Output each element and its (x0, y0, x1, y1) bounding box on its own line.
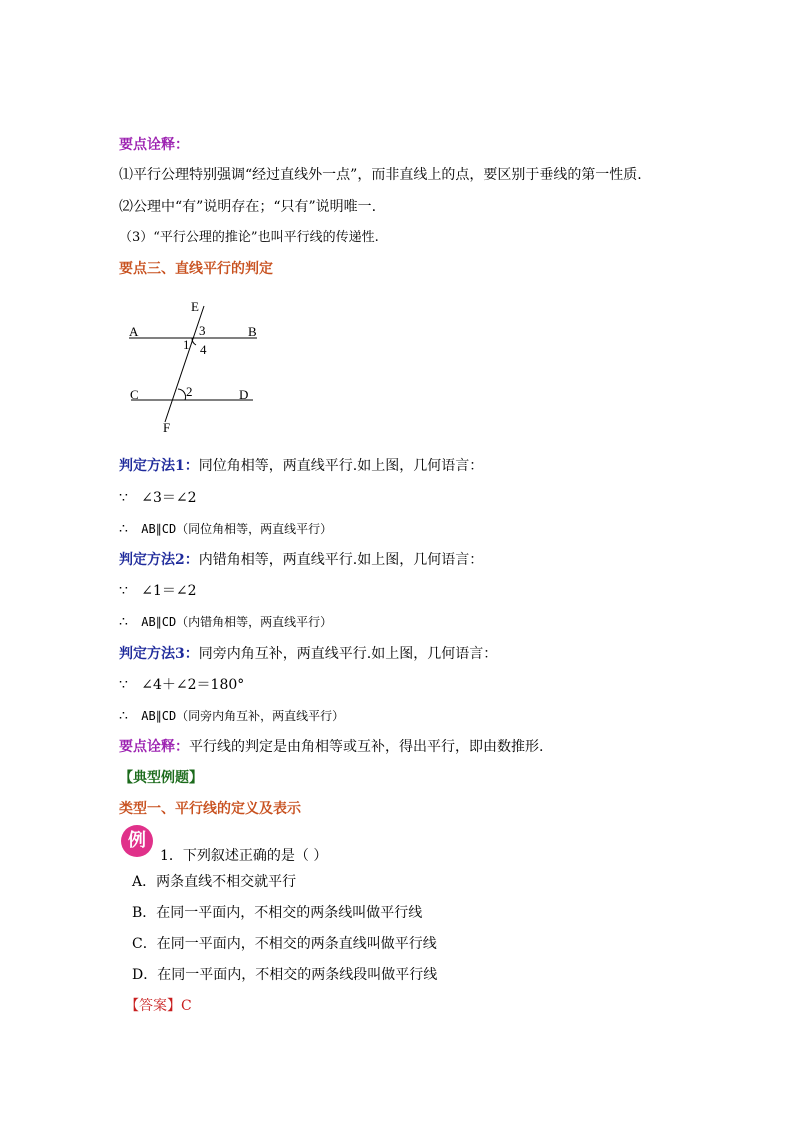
label-b: B (248, 324, 257, 339)
because-symbol: ∵ (119, 490, 128, 506)
method-2 (119, 551, 483, 569)
option-a: A．两条直线不相交就平行 (132, 874, 297, 890)
note-item-2: ⑵公理中“有”说明存在；“只有”说明唯一. (119, 199, 377, 215)
type-1-heading: 类型一、平行线的定义及表示 (119, 801, 301, 817)
therefore-symbol: ∴ (119, 708, 128, 724)
method-3-because (119, 676, 244, 694)
option-c: C．在同一平面内，不相交的两条直线叫做平行线 (132, 936, 437, 952)
example-question: 1．下列叙述正确的是（ ） (160, 848, 328, 864)
therefore-symbol: ∴ (119, 614, 128, 630)
method-1-therefore (119, 520, 332, 538)
method-1 (119, 457, 483, 475)
note-2-label: 要点诠释： (119, 739, 189, 755)
label-3: 3 (199, 323, 206, 338)
method-3-condition: ∠4＋∠2＝180° (141, 677, 245, 693)
label-2: 2 (186, 384, 193, 399)
label-d: D (239, 387, 249, 402)
method-2-text: 内错角相等，两直线平行.如上图，几何语言： (198, 552, 484, 568)
method-3-therefore (119, 707, 344, 725)
answer-value: C (181, 998, 192, 1014)
example-badge-icon: 例 (121, 825, 153, 857)
therefore-symbol: ∴ (119, 521, 128, 537)
note-2 (119, 738, 543, 756)
label-e: E (191, 299, 199, 314)
label-a: A (129, 324, 139, 339)
option-b: B．在同一平面内，不相交的两条线叫做平行线 (132, 905, 423, 921)
method-3-text: 同旁内角互补，两直线平行.如上图，几何语言： (198, 646, 498, 662)
because-symbol: ∵ (119, 583, 128, 599)
method-1-because (119, 489, 197, 507)
method-3 (119, 645, 497, 663)
method-1-conclusion: AB∥CD（同位角相等，两直线平行） (141, 522, 333, 536)
option-d: D．在同一平面内，不相交的两条线段叫做平行线 (132, 967, 438, 983)
label-1: 1 (183, 337, 190, 352)
method-2-therefore (119, 613, 332, 631)
angle-arc-2 (178, 389, 186, 400)
method-3-conclusion: AB∥CD（同旁内角互补，两直线平行） (141, 709, 345, 723)
parallel-lines-figure (119, 292, 269, 437)
method-2-conclusion: AB∥CD（内错角相等，两直线平行） (141, 615, 333, 629)
answer (125, 997, 192, 1015)
method-1-text: 同位角相等，两直线平行.如上图，几何语言： (198, 458, 484, 474)
note-item-3: （3）“平行公理的推论”也叫平行线的传递性. (119, 230, 379, 245)
label-4: 4 (200, 342, 207, 357)
method-1-label: 判定方法1： (119, 458, 199, 474)
because-symbol: ∵ (119, 677, 128, 693)
section-heading: 要点三、直线平行的判定 (119, 261, 273, 277)
label-f: F (163, 420, 171, 435)
note-heading: 要点诠释： (119, 137, 189, 153)
answer-label: 【答案】 (125, 998, 181, 1014)
method-3-label: 判定方法3： (119, 646, 199, 662)
note-2-text: 平行线的判定是由角相等或互补，得出平行，即由数推形. (189, 739, 544, 755)
method-2-condition: ∠1＝∠2 (141, 583, 197, 599)
method-2-because (119, 582, 197, 600)
examples-heading: 【典型例题】 (119, 770, 203, 786)
label-c: C (130, 387, 139, 402)
method-2-label: 判定方法2： (119, 552, 199, 568)
note-item-1: ⑴平行公理特别强调“经过直线外一点”，而非直线上的点，要区别于垂线的第一性质. (119, 167, 642, 183)
method-1-condition: ∠3＝∠2 (141, 490, 197, 506)
